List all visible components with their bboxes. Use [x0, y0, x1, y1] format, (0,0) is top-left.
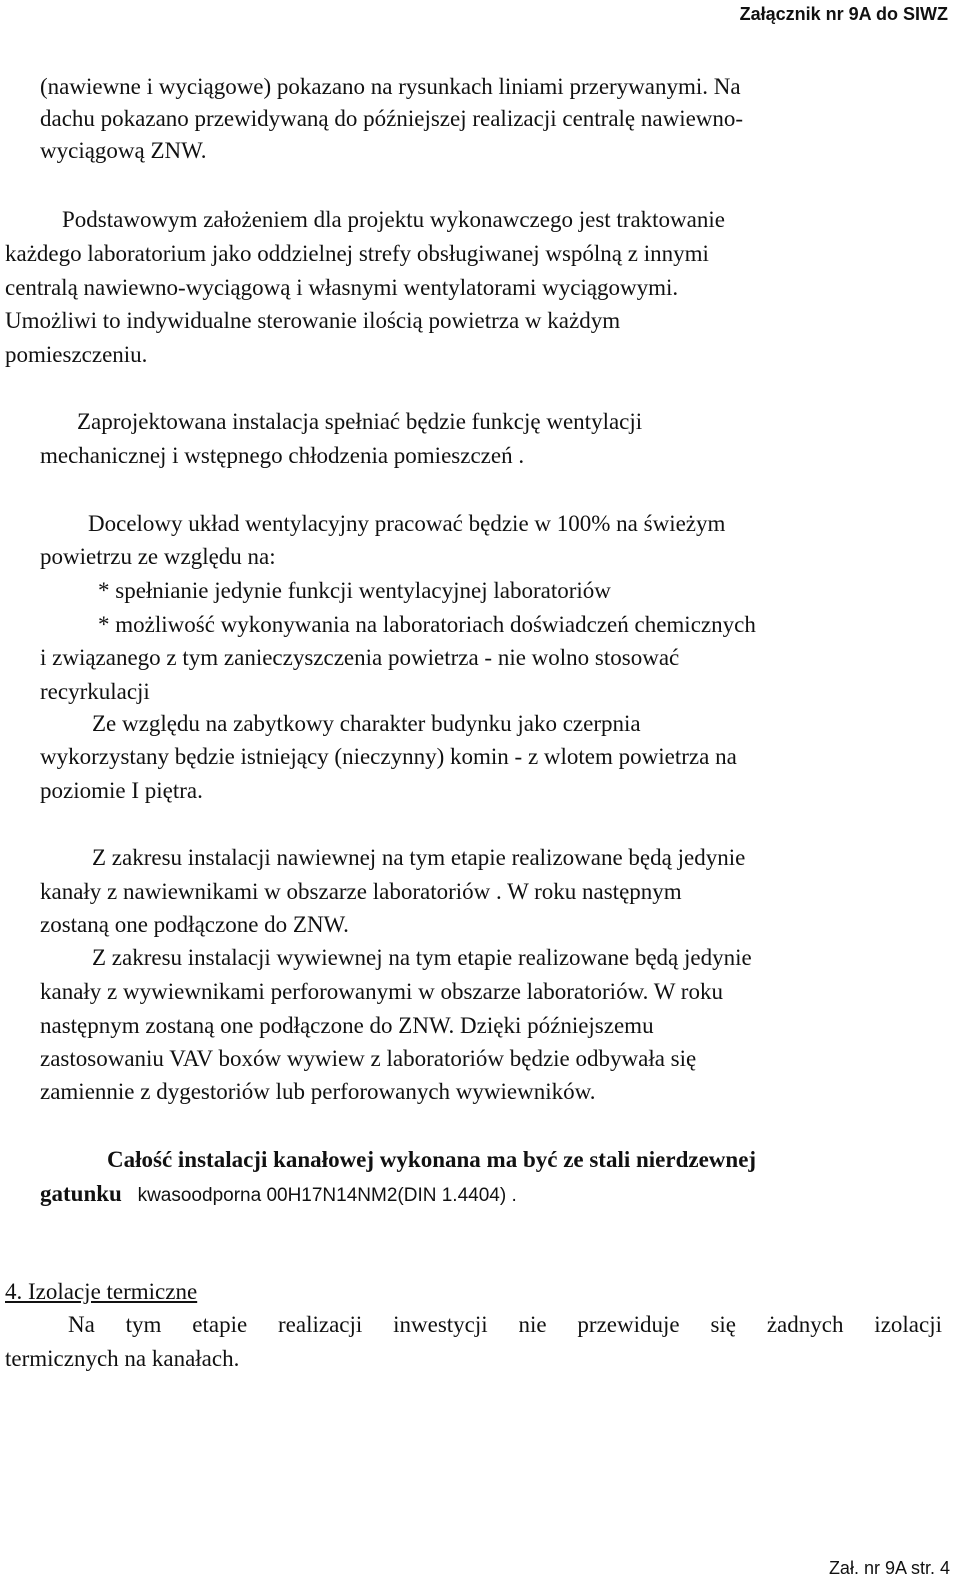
p4-line-5: i związanego z tym zanieczyszczenia powietrza - nie wolno stosować — [40, 645, 680, 670]
section-4-heading-text: 4. Izolacje termiczne — [5, 1279, 198, 1304]
p1-line-3: wyciągową ZNW. — [40, 138, 207, 163]
p4-line-8: wykorzystany będzie istniejący (nieczynny) komin - z wlotem powietrza na — [40, 744, 737, 769]
p5-line-3: zostaną one podłączone do ZNW. — [40, 912, 349, 937]
section-4-line-1: Na tym etapie realizacji inwestycji nie przewiduje się żadnych izolacji — [68, 1312, 942, 1337]
p2-line-5: pomieszczeniu. — [5, 342, 148, 367]
p4-bullet-2: * możliwość wykonywania na laboratoriach doświadczeń chemicznych — [98, 612, 756, 637]
p2-line-2: każdego laboratorium jako oddzielnej strefy obsługiwanej wspólną z innymi — [5, 241, 709, 266]
p5-line-6: następnym zostaną one podłączone do ZNW. Dzięki późniejszemu — [40, 1013, 654, 1038]
p2-line-3: centralą nawiewno-wyciągową i własnymi wentylatorami wyciągowymi. — [5, 275, 679, 300]
p4-bullet-1: * spełnianie jedynie funkcji wentylacyjnej laboratoriów — [98, 578, 611, 603]
p5-line-1: Z zakresu instalacji nawiewnej na tym etapie realizowane będą jedynie — [92, 845, 746, 870]
p2-line-4: Umożliwi to indywidualne sterowanie ilością powietrza w każdym — [5, 308, 621, 333]
p5-line-7: zastosowaniu VAV boxów wywiew z laboratoriów będzie odbywała się — [40, 1046, 697, 1071]
p4-line-9: poziomie I piętra. — [40, 778, 203, 803]
p6-line-2-bold: gatunku — [40, 1181, 122, 1206]
p1-line-1: (nawiewne i wyciągowe) pokazano na rysunkach liniami przerywanymi. Na — [40, 74, 741, 99]
p6-line-2 — [40, 1179, 517, 1211]
p2-line-1: Podstawowym założeniem dla projektu wykonawczego jest traktowanie — [62, 207, 725, 232]
p5-line-5: kanały z wywiewnikami perforowanymi w obszarze laboratoriów. W roku — [40, 979, 723, 1004]
p3-line-2: mechanicznej i wstępnego chłodzenia pomieszczeń . — [40, 443, 525, 468]
p4-line-6: recyrkulacji — [40, 679, 150, 704]
p6-line-1: Całość instalacji kanałowej wykonana ma być ze stali nierdzewnej — [107, 1147, 757, 1172]
p4-line-2: powietrzu ze względu na: — [40, 544, 276, 569]
section-4-heading — [5, 1277, 197, 1307]
p4-line-7: Ze względu na zabytkowy charakter budynku jako czerpnia — [92, 711, 641, 736]
page-header: Załącznik nr 9A do SIWZ — [739, 4, 948, 24]
p5-line-8: zamiennie z dygestoriów lub perforowanych wywiewników. — [40, 1079, 596, 1104]
p1-line-2: dachu pokazano przewidywaną do późniejszej realizacji centralę nawiewno- — [40, 106, 744, 131]
p6-line-2-rest: kwasoodporna 00H17N14NM2(DIN 1.4404) . — [137, 1185, 517, 1206]
p5-line-4: Z zakresu instalacji wywiewnej na tym etapie realizowane będą jedynie — [92, 945, 752, 970]
p5-line-2: kanały z nawiewnikami w obszarze laboratoriów . W roku następnym — [40, 879, 682, 904]
page-footer: Zał. nr 9A str. 4 — [828, 1558, 950, 1578]
section-4-line-2: termicznych na kanałach. — [5, 1346, 240, 1371]
p3-line-1: Zaprojektowana instalacja spełniać będzie funkcję wentylacji — [77, 409, 643, 434]
p4-line-1: Docelowy układ wentylacyjny pracować będzie w 100% na świeżym — [88, 511, 726, 536]
